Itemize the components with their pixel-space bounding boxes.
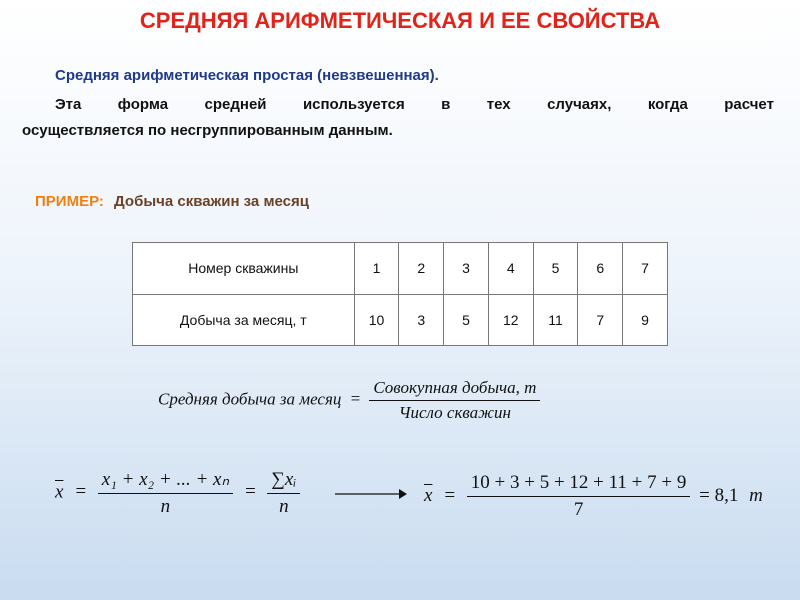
description-paragraph (22, 92, 774, 144)
table-cell: 11 (533, 294, 578, 346)
paragraph-line-1 (22, 92, 774, 118)
paragraph-word: расчет (724, 96, 774, 113)
formula-mean-symbol: $\overline{x}$ (55, 481, 64, 503)
paragraph-word: используется (302, 96, 405, 113)
formula-equals: = (349, 389, 362, 409)
table-cell: 3 (444, 243, 489, 295)
paragraph-word: средней (204, 96, 267, 113)
formula-sum-numerator: ∑xᵢ (267, 469, 300, 494)
formula-fraction (98, 468, 233, 518)
table-row (133, 243, 668, 295)
paragraph-word: когда (647, 96, 688, 113)
table-cell: 12 (488, 294, 533, 346)
paragraph-line-2: осуществляется по несгруппированным данным. (22, 122, 393, 139)
paragraph-word: форма (117, 96, 169, 113)
formula-denominator: 7 (573, 499, 584, 520)
formula-equals: = (74, 481, 88, 503)
paragraph-word: тех (486, 96, 511, 113)
paragraph-word: случаях, (547, 96, 612, 113)
formula-fraction (467, 472, 691, 521)
formula-unit: т (749, 484, 763, 506)
formula-result: = 8,1 (699, 484, 739, 506)
table-cell: 3 (399, 294, 444, 346)
formula-average-yield (158, 378, 540, 423)
formula-numerator: 10 + 3 + 5 + 12 + 11 + 7 + 9 (467, 472, 691, 497)
table-row-header: Добыча за месяц, т (133, 294, 355, 346)
formula-denominator: Число скважин (398, 403, 511, 422)
formula-denominator: n (160, 496, 171, 517)
table-cell: 5 (444, 294, 489, 346)
formula-computed-mean (424, 472, 763, 521)
formula-numerator: x₁ + x₂ + ... + xₙ (98, 468, 233, 494)
table-row-header: Номер скважины (133, 243, 355, 295)
table-cell: 7 (623, 243, 668, 295)
table-cell: 10 (354, 294, 399, 346)
page-title: СРЕДНЯЯ АРИФМЕТИЧЕСКАЯ И ЕЕ СВОЙСТВА (139, 8, 661, 33)
paragraph-word: в (441, 96, 451, 113)
formula-lhs: Средняя добыча за месяц (158, 389, 342, 409)
paragraph-word: Эта (55, 96, 82, 113)
table-cell: 1 (354, 243, 399, 295)
table-cell: 6 (578, 243, 623, 295)
right-arrow-icon (335, 487, 407, 501)
formula-mean-symbol: $\overline{x}$ (424, 484, 433, 506)
subtitle: Средняя арифметическая простая (невзвешенная). (55, 67, 439, 84)
formula-general-mean (55, 468, 300, 518)
table-row (133, 294, 668, 346)
example-label: ПРИМЕР: (35, 193, 104, 210)
formula-fraction (369, 378, 540, 423)
table-cell: 4 (488, 243, 533, 295)
formula-equals: = (243, 481, 257, 503)
table-cell: 7 (578, 294, 623, 346)
data-table (132, 242, 668, 346)
formula-equals: = (443, 484, 457, 506)
table-cell: 9 (623, 294, 668, 346)
table-cell: 5 (533, 243, 578, 295)
table-cell: 2 (399, 243, 444, 295)
formula-sum-fraction (267, 469, 300, 518)
example-heading (35, 193, 309, 210)
formula-numerator: Совокупная добыча, т (369, 378, 540, 401)
formula-sum-denominator: n (279, 495, 289, 517)
example-text: Добыча скважин за месяц (114, 193, 309, 210)
